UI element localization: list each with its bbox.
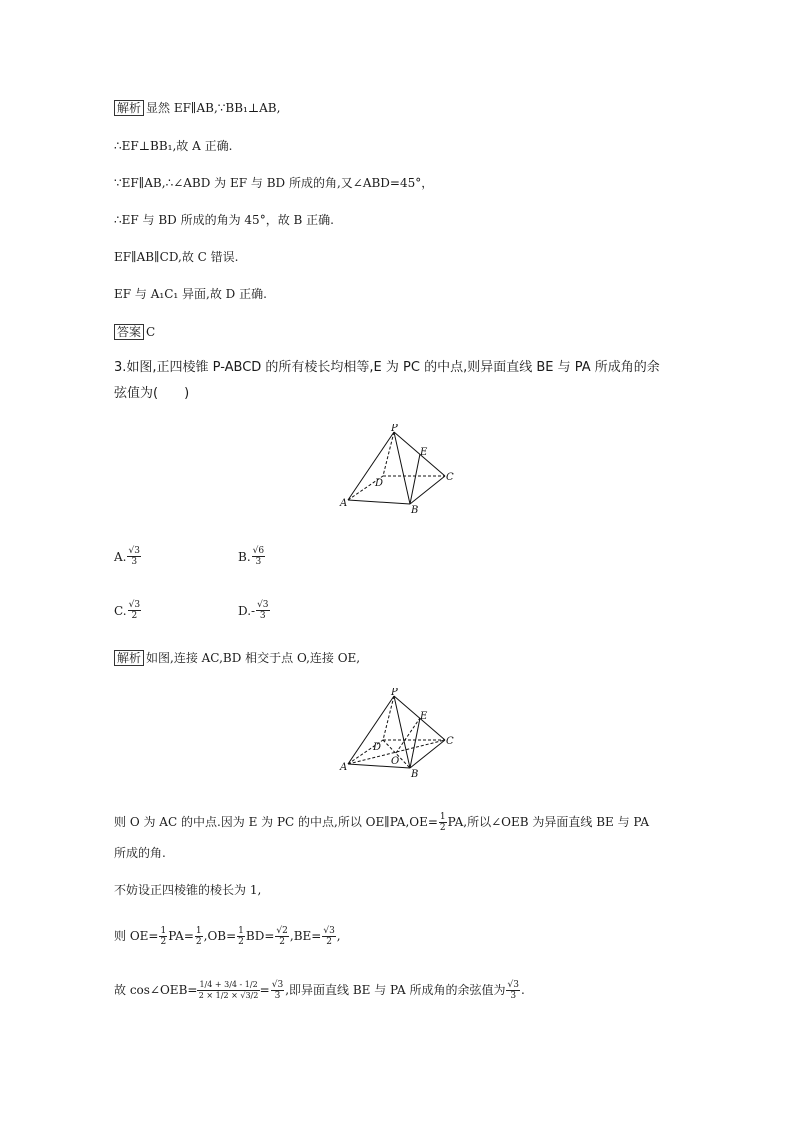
solution1-line4: ∴EF 与 BD 所成的角为 45°，故 B 正确.	[114, 213, 334, 227]
label-O: O	[391, 756, 400, 767]
label-C-2: C	[446, 736, 454, 747]
solution3-line6: 故 cos∠OEB= $\frac{1/4 + 3/4 - 1/2}{2 \times 1/2 \times √3/2}$ = $\frac{√3}{3}$ ,即异面直线 BE 与 PA 所成角的余弦值为 $\frac{√3}{3}$ .	[114, 980, 525, 1001]
label-A: A	[340, 498, 348, 509]
label-E-2: E	[420, 711, 428, 722]
label-B: B	[411, 505, 419, 516]
label-A-2: A	[340, 762, 348, 773]
option-c[interactable]: C. $\frac{√3}{2}$	[114, 600, 141, 621]
pyramid-figure	[338, 424, 463, 516]
pyramid-figure-with-o	[338, 688, 463, 780]
solution1-line3: ∵EF∥AB,∴∠ABD 为 EF 与 BD 所成的角,又∠ABD=45°，	[114, 176, 434, 190]
solution3-line5: 则 OE= $\frac{1}{2}$ PA= $\frac{1}{2}$ ,OB= $\frac{1}{2}$ BD= $\frac{√2}{2}$ ,BE= $\frac{√3}{2}$ ,	[114, 926, 341, 947]
solution3-line2: 则 O 为 AC 的中点.因为 E 为 PC 的中点,所以 OE∥PA,OE= $\frac{1}{2}$ PA,所以∠OEB 为异面直线 BE 与 PA	[114, 812, 650, 833]
analysis-tag-2: 解析	[114, 650, 144, 666]
label-P-2: P	[391, 688, 398, 698]
solution1-line2: ∴EF⊥BB₁,故 A 正确.	[114, 139, 233, 153]
label-B-2: B	[411, 769, 419, 780]
label-D: D	[375, 478, 384, 489]
answer-tag: 答案	[114, 324, 144, 340]
option-b[interactable]: B. $\frac{√6}{3}$	[238, 546, 265, 567]
solution3-line4: 不妨设正四棱锥的棱长为 1,	[114, 883, 262, 897]
solution1-line6: EF 与 A₁C₁ 异面,故 D 正确.	[114, 287, 267, 301]
label-D-2: D	[373, 742, 382, 753]
label-C: C	[446, 472, 454, 483]
answer-line	[114, 324, 155, 340]
answer-value: C	[146, 325, 156, 339]
question3-line2: 弦值为( )	[114, 386, 190, 401]
label-E: E	[420, 447, 428, 458]
solution3-line3: 所成的角.	[114, 846, 166, 860]
label-P: P	[391, 424, 398, 434]
solution1-line1: 解析 显然 EF∥AB,∵BB₁⊥AB,	[114, 100, 280, 116]
solution3-line1: 解析 如图,连接 AC,BD 相交于点 O,连接 OE,	[114, 650, 360, 666]
option-a[interactable]: A. $\frac{√3}{3}$	[114, 546, 140, 567]
option-d[interactable]: D.- $\frac{√3}{3}$	[238, 600, 269, 621]
analysis-tag: 解析	[114, 100, 144, 116]
solution1-line5: EF∥AB∥CD,故 C 错误.	[114, 250, 239, 264]
cos-fraction: $\frac{1/4 + 3/4 - 1/2}{2 \times 1/2 \times √3/2}$	[198, 980, 259, 1000]
question3-line1: 3.如图,正四棱锥 P-ABCD 的所有棱长均相等,E 为 PC 的中点,则异面直线 BE 与 PA 所成角的余	[114, 360, 660, 375]
